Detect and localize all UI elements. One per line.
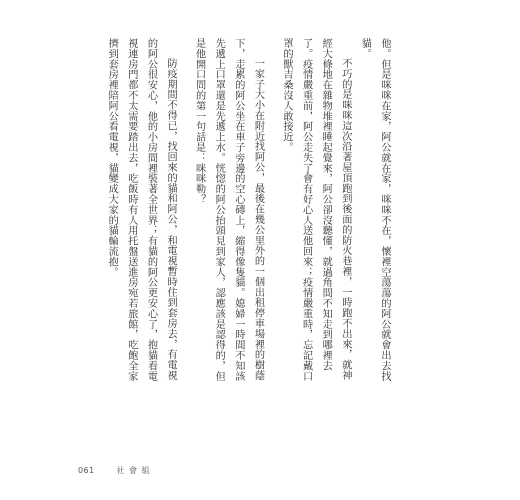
paragraph: 他。但是咪咪在家，阿公就在家，咪咪不在，懷裡空蕩蕩的阿公就會出去找貓。 xyxy=(359,38,390,382)
paragraph: 一家子大小在附近找阿公，最後在幾公里外的一個出租停車場裡的樹蔭下，走累的阿公坐在車子旁邊的空心磚上，縮得像隻貓。媳婦一時間不知該先遞上口罩還是先遞上水。恍惚的阿公抬頭見到家人，認應該是認得的，但是他開口問的第一句話是：咪咪勒？ xyxy=(193,38,264,382)
paragraph: 防疫期間不得已，找回來的貓和阿公，和電視暫時住到套房去，有電視的阿公很安心，他的小房間裡裝著全世界；有貓的阿公更安心了，抱貓看電視連房門都不太需要踏出去，吃飯時有人用托盤送進房宛若旅館，吃飽全家擠到套房裡陪阿公看電視，貓變成大家的貓輪流抱。 xyxy=(106,38,177,382)
paragraph: 不巧的是咪咪這次沿著屋頂跑到後面的防火巷裡，一時跑不出來，就神經大條地在雜物堆裡睡起覺來，阿公卻沒聽懂，就過角間不知走到哪裡去了。疫情嚴重前，阿公走失了會有好心人送他回來；疫情嚴重時，忘記戴口罩的獸吉桑沒人敢接近。 xyxy=(281,38,351,382)
page-number: 061 xyxy=(78,465,95,475)
page-footer xyxy=(78,464,151,476)
vertical-text-body xyxy=(106,38,394,390)
running-title: 社 會 組 xyxy=(116,465,151,475)
